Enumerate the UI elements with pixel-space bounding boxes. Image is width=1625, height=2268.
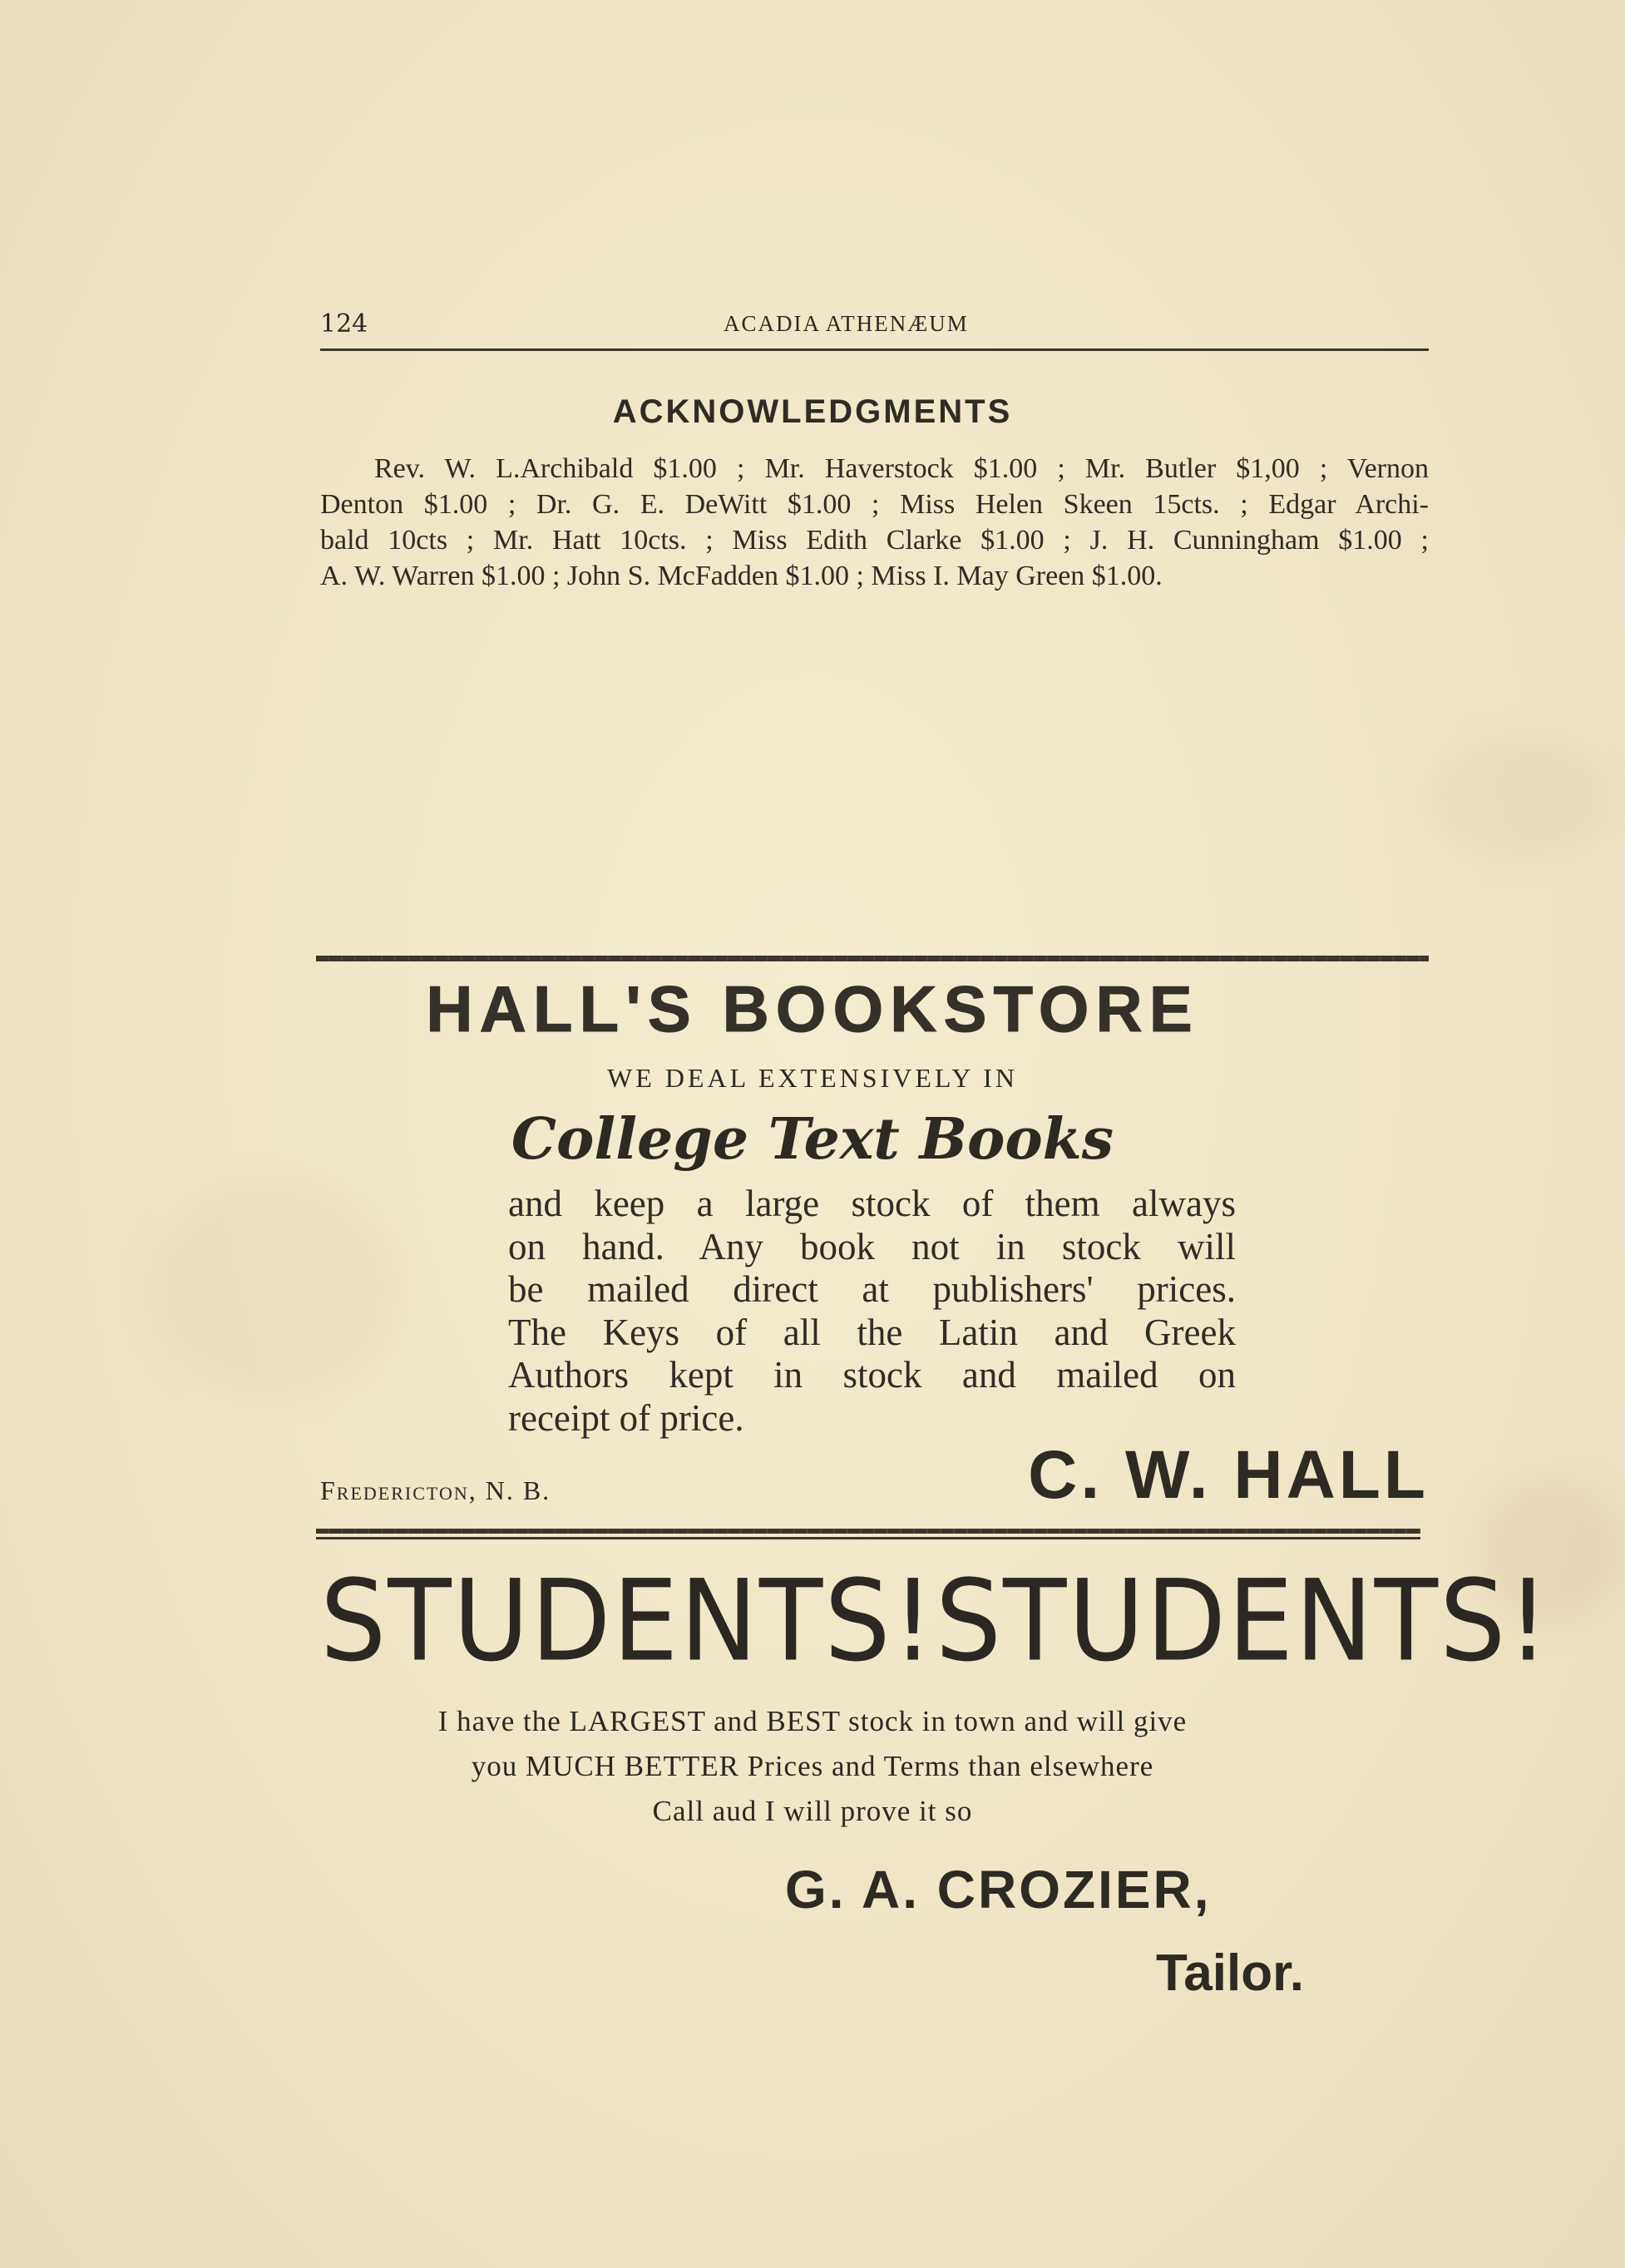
- halls-body-line: Authors kept in stock and mailed on: [508, 1354, 1236, 1396]
- crozier-name: G. A. CROZIER,: [785, 1860, 1212, 1920]
- students-headline: [320, 1556, 1551, 1687]
- acknowledgments-heading: ACKNOWLEDGMENTS: [612, 393, 1013, 430]
- header-rule: [320, 348, 1429, 351]
- crozier-ad-line: Call aud I will prove it so: [652, 1795, 973, 1827]
- halls-subtitle: WE DEAL EXTENSIVELY IN: [607, 1063, 1018, 1093]
- college-text-books-heading: College Text Books: [511, 1106, 1114, 1173]
- halls-body-line: be mailed direct at publishers' prices.: [508, 1268, 1236, 1310]
- acknowledgment-line: A. W. Warren $1.00 ; John S. McFadden $1.00 ; Miss I. May Green $1.00.: [320, 561, 1163, 591]
- halls-proprietor: C. W. HALL: [1028, 1437, 1429, 1513]
- students-headline-left: STUDENTS!: [320, 1556, 936, 1687]
- acknowledgment-line: Rev. W. L.Archibald $1.00 ; Mr. Haverstock $1.00 ; Mr. Butler $1,00 ; Vernon: [374, 453, 1429, 484]
- page-number: 124: [320, 309, 368, 338]
- crozier-trade: Tailor.: [1156, 1944, 1305, 2002]
- halls-body-line: The Keys of all the Latin and Greek: [508, 1311, 1236, 1353]
- halls-bookstore-title: HALL'S BOOKSTORE: [426, 972, 1199, 1045]
- halls-location: Fredericton, N. B.: [320, 1475, 551, 1505]
- running-title: ACADIA ATHENÆUM: [724, 311, 969, 336]
- ad-border-top: [316, 956, 1429, 961]
- crozier-ad-line: I have the LARGEST and BEST stock in town and will give: [437, 1705, 1188, 1737]
- ad-divider-rule-fine: [316, 1537, 1420, 1539]
- students-headline-right: STUDENTS!: [935, 1556, 1551, 1687]
- acknowledgment-line: bald 10cts ; Mr. Hatt 10cts. ; Miss Edith Clarke $1.00 ; J. H. Cunningham $1.00 ;: [320, 525, 1429, 556]
- acknowledgment-line: Denton $1.00 ; Dr. G. E. DeWitt $1.00 ; Miss Helen Skeen 15cts. ; Edgar Archi-: [320, 489, 1429, 520]
- halls-ad-body: [508, 1183, 1236, 1440]
- halls-body-line: on hand. Any book not in stock will: [508, 1225, 1236, 1267]
- halls-body-line: and keep a large stock of them always: [508, 1183, 1236, 1224]
- ad-divider-rule: [316, 1529, 1420, 1534]
- halls-body-line: receipt of price.: [508, 1396, 744, 1439]
- crozier-ad-line: you MUCH BETTER Prices and Terms than elsewhere: [471, 1750, 1154, 1782]
